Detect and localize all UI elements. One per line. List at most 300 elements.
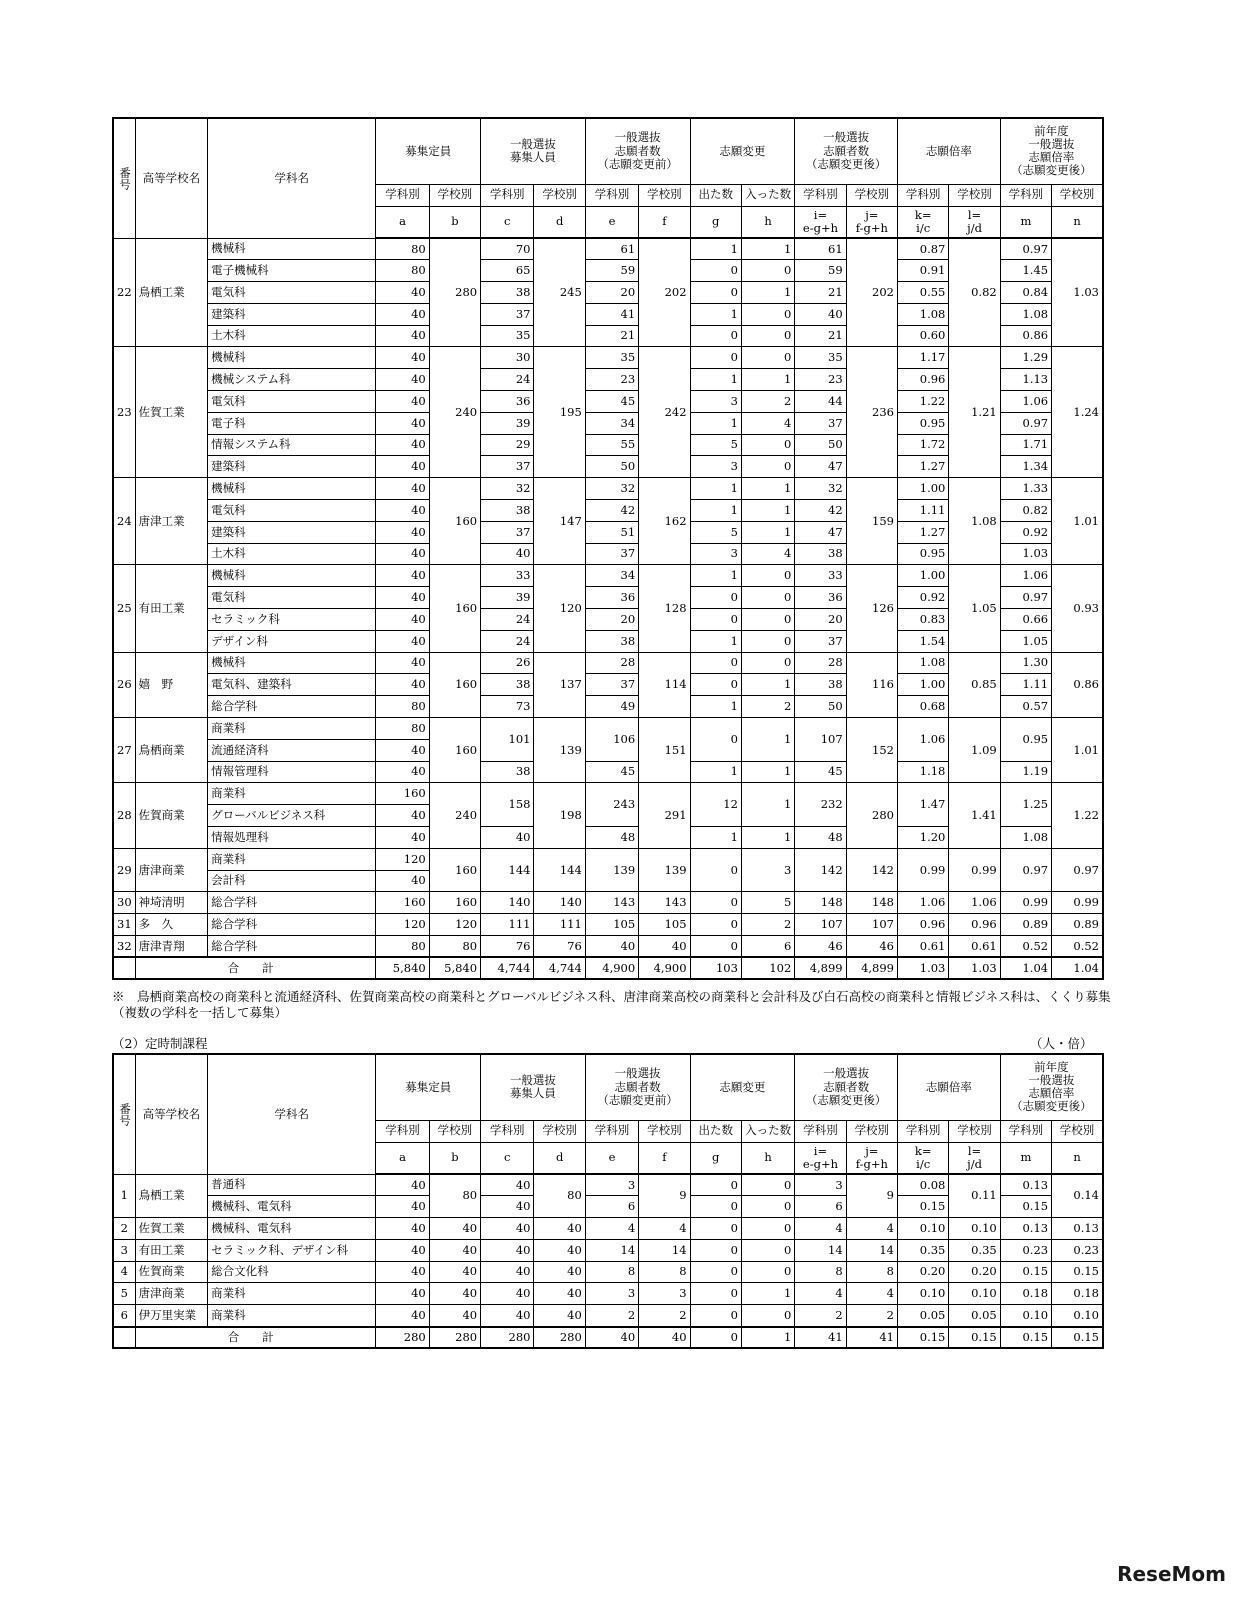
table-cell: 1.47 [898,783,949,827]
subheader-by_school: 学校別 [639,184,690,206]
table-cell: 0.10 [1000,1305,1051,1327]
header-prev_ratio: 前年度 一般選抜 志願倍率 （志願変更後） [1000,1054,1103,1120]
table-cell: 0 [741,587,794,609]
table-cell: 0 [690,325,741,347]
table-cell: 0 [741,1218,794,1240]
formula-label: b [429,206,480,238]
table-cell: 5 [690,521,741,543]
table-cell: 48 [795,827,846,849]
table-cell: 0.97 [1000,238,1051,260]
table-cell: 40 [585,1327,638,1349]
table-cell: 0 [690,674,741,696]
table-cell: 14 [639,1239,690,1261]
school-name: 有田工業 [135,1239,208,1261]
table-cell: 4,744 [481,957,534,979]
table-cell: 0 [690,1174,741,1196]
table-cell: 3 [795,1174,846,1196]
table-cell: 50 [795,696,846,718]
table-cell: 40 [376,456,429,478]
table-cell: 47 [795,521,846,543]
table-cell: 38 [481,500,534,522]
table-row [113,1174,1103,1196]
dept-name: 総合文化科 [208,1261,376,1283]
table-cell: 0.57 [1000,696,1051,718]
table-cell: 0.10 [949,1283,1000,1305]
table-row [113,1218,1103,1240]
table-cell: 29 [481,434,534,456]
table-cell: 0 [741,630,794,652]
table-cell: 1.24 [1052,347,1103,478]
header-no: 番号 [113,118,135,238]
table-cell: 76 [481,936,534,958]
dept-name: 総合学科 [208,914,376,936]
table-cell: 0.15 [898,1327,949,1349]
table-cell: 116 [846,652,897,717]
table-cell: 9 [639,1174,690,1218]
subheader-in: 入った数 [741,1120,794,1142]
table-cell: 0.97 [1000,587,1051,609]
table-cell: 40 [481,1174,534,1196]
table-cell: 41 [846,1327,897,1349]
table-cell: 4 [795,1283,846,1305]
table-cell: 51 [585,521,638,543]
school-no: 1 [113,1174,135,1218]
table-row [113,848,1103,870]
table-cell: 1 [690,303,741,325]
footnote: ※ 鳥栖商業高校の商業科と流通経済科、佐賀商業高校の商業科とグローバルビジネス科、唐津商業高校の商業科と会計科及び白石高校の商業科と情報ビジネス科は、くくり募集（複数の学科を一括して募集） [112,989,1111,1020]
table-cell: 1.13 [1000,369,1051,391]
subheader-by_dept: 学科別 [898,184,949,206]
table-cell: 1.06 [898,718,949,762]
school-no: 30 [113,892,135,914]
header-general_quota: 一般選抜 募集人員 [481,118,586,184]
table-cell: 4 [795,1218,846,1240]
table-cell: 202 [846,238,897,347]
table-row [113,1261,1103,1283]
table-cell: 0.13 [1052,1218,1103,1240]
table-cell: 32 [795,478,846,500]
table-cell: 21 [795,282,846,304]
table-cell: 1 [741,761,794,783]
table-cell: 1.22 [898,391,949,413]
table-cell: 37 [795,630,846,652]
table-cell: 1.25 [1000,783,1051,827]
dept-name: 普通科 [208,1174,376,1196]
header-school: 高等学校名 [135,118,208,238]
table-cell: 1.30 [1000,652,1051,674]
subheader-by_dept: 学科別 [585,1120,638,1142]
formula-label: n [1052,1142,1103,1174]
table-cell: 28 [585,652,638,674]
school-no: 2 [113,1218,135,1240]
table-cell: 3 [585,1283,638,1305]
table-cell: 105 [639,914,690,936]
table-cell: 38 [795,543,846,565]
table-cell: 1.17 [898,347,949,369]
table-cell: 80 [376,718,429,740]
table-cell: 0.86 [1000,325,1051,347]
table-cell: 40 [429,1305,480,1327]
dept-name: 情報管理科 [208,761,376,783]
table-cell: 40 [376,805,429,827]
table-cell: 158 [481,783,534,827]
formula-label: m [1000,206,1051,238]
table-cell: 1.27 [898,456,949,478]
table-cell: 38 [795,674,846,696]
table-cell: 6 [795,1196,846,1218]
header-ratio: 志願倍率 [898,1054,1001,1120]
table-cell: 120 [376,848,429,870]
formula-label: j= f-g+h [846,206,897,238]
table-cell: 0.92 [1000,521,1051,543]
table-cell: 6 [741,936,794,958]
table-cell: 1 [741,369,794,391]
table-cell: 1 [690,761,741,783]
table-cell: 2 [795,1305,846,1327]
school-name: 唐津商業 [135,1283,208,1305]
table-cell: 120 [534,565,585,652]
table-cell: 1.00 [898,478,949,500]
table-cell: 34 [585,565,638,587]
table-cell: 1.08 [1000,303,1051,325]
table-cell: 0.05 [898,1305,949,1327]
table-cell: 0.18 [1000,1283,1051,1305]
table-cell: 0.86 [1052,652,1103,717]
school-name: 有田工業 [135,565,208,652]
table-cell: 0.96 [949,914,1000,936]
table-cell: 1 [690,412,741,434]
table-cell: 20 [795,609,846,631]
header-dept: 学科名 [208,118,376,238]
table-cell: 1.06 [1000,391,1051,413]
table-cell: 0 [741,260,794,282]
table-cell: 37 [585,543,638,565]
table-cell: 40 [481,543,534,565]
table-cell: 0 [690,1305,741,1327]
table-cell: 40 [795,303,846,325]
resemom-logo: ReseMom [1117,1562,1226,1586]
table-cell: 1.03 [949,957,1000,979]
table-cell: 162 [639,478,690,565]
table-cell: 40 [376,587,429,609]
header-general_quota: 一般選抜 募集人員 [481,1054,586,1120]
formula-label: f [639,1142,690,1174]
table-cell: 1 [741,500,794,522]
table-cell: 0 [741,1174,794,1196]
dept-name: 商業科 [208,718,376,740]
table-cell: 0 [741,1196,794,1218]
formula-label: c [481,1142,534,1174]
table-cell: 160 [429,478,480,565]
table-cell: 40 [376,1261,429,1283]
table-cell: 1.00 [898,565,949,587]
table-cell: 40 [534,1261,585,1283]
table-cell: 0.82 [1000,500,1051,522]
table-cell: 73 [481,696,534,718]
table-cell: 1 [741,238,794,260]
table-cell: 0.14 [1052,1174,1103,1218]
dept-name: 商業科 [208,848,376,870]
header-change: 志願変更 [690,1054,795,1120]
table-cell: 0.10 [1052,1305,1103,1327]
unit-label: （人・倍） [1030,1036,1093,1051]
table-cell: 1.05 [1000,630,1051,652]
table-row [113,718,1103,740]
table-cell: 9 [846,1174,897,1218]
dept-name: 情報処理科 [208,827,376,849]
table-cell: 3 [690,391,741,413]
dept-name: 土木科 [208,325,376,347]
table-cell: 1.45 [1000,260,1051,282]
header-row [113,118,1103,184]
table-cell: 4,899 [846,957,897,979]
table-cell: 14 [585,1239,638,1261]
table-cell: 236 [846,347,897,478]
table-cell: 143 [585,892,638,914]
table-cell: 50 [585,456,638,478]
table-cell: 280 [846,783,897,848]
table-cell: 0 [741,303,794,325]
formula-label: g [690,1142,741,1174]
table-cell: 24 [481,369,534,391]
table-cell: 0 [690,718,741,762]
school-name: 唐津商業 [135,848,208,892]
table-cell: 40 [376,282,429,304]
table-cell: 1 [741,521,794,543]
dept-name: セラミック科 [208,609,376,631]
table-cell: 40 [376,412,429,434]
table-cell: 40 [376,1305,429,1327]
header-applicants_before: 一般選抜 志願者数 （志願変更前） [585,118,690,184]
formula-label: j= f-g+h [846,1142,897,1174]
table-cell: 37 [585,674,638,696]
table-cell: 40 [639,936,690,958]
formula-label: h [741,1142,794,1174]
formula-label: k= i/c [898,1142,949,1174]
dept-name: 建築科 [208,456,376,478]
table-cell: 148 [795,892,846,914]
table-cell: 40 [639,1327,690,1349]
table-cell: 42 [585,500,638,522]
formula-label: m [1000,1142,1051,1174]
table-cell: 280 [429,238,480,347]
table-row [113,892,1103,914]
table-cell: 0.61 [949,936,1000,958]
table-cell: 40 [429,1239,480,1261]
table-cell: 1.03 [898,957,949,979]
table-cell: 0 [741,609,794,631]
subheader-out: 出た数 [690,184,741,206]
fulltime-table [112,117,1104,980]
subheader-by_school: 学校別 [846,1120,897,1142]
table-cell: 37 [795,412,846,434]
table-cell: 0 [741,325,794,347]
table-cell: 36 [585,587,638,609]
table-cell: 40 [481,1305,534,1327]
subheader-by_dept: 学科別 [481,1120,534,1142]
table-cell: 40 [376,1283,429,1305]
dept-name: 電子科 [208,412,376,434]
table-cell: 0.15 [898,1196,949,1218]
table-cell: 140 [534,892,585,914]
table-cell: 40 [376,1174,429,1196]
table-cell: 160 [429,652,480,717]
table-row [113,565,1103,587]
table-cell: 32 [585,478,638,500]
formula-label: d [534,1142,585,1174]
table-cell: 35 [481,325,534,347]
school-no: 26 [113,652,135,717]
total-label: 合 計 [135,957,376,979]
table-cell: 40 [376,369,429,391]
table-cell: 2 [741,914,794,936]
table-cell: 114 [639,652,690,717]
formula-label: d [534,206,585,238]
table-cell: 40 [534,1283,585,1305]
table-cell: 4 [846,1283,897,1305]
table-cell: 120 [376,914,429,936]
table-cell: 139 [585,848,638,892]
table-cell: 1.09 [949,718,1000,783]
table-row [113,1239,1103,1261]
table-cell: 0.84 [1000,282,1051,304]
table-cell: 35 [585,347,638,369]
table-cell: 0.91 [898,260,949,282]
table-cell: 240 [429,347,480,478]
table-cell: 0 [690,282,741,304]
table-cell: 160 [429,892,480,914]
header-capacity: 募集定員 [376,1054,481,1120]
table-cell: 0 [690,848,741,892]
subheader-by_dept: 学科別 [585,184,638,206]
table-cell: 40 [376,1218,429,1240]
table-cell: 152 [846,718,897,783]
table-cell: 40 [376,609,429,631]
school-name: 多 久 [135,914,208,936]
table-cell: 4 [741,412,794,434]
table-cell: 102 [741,957,794,979]
table-cell: 1.01 [1052,718,1103,783]
parttime-caption: （2）定時制課程 [112,1036,208,1051]
table-row [113,1305,1103,1327]
table-cell: 4,900 [585,957,638,979]
school-no: 22 [113,238,135,347]
table-cell: 23 [795,369,846,391]
header-ratio: 志願倍率 [898,118,1001,184]
dept-name: 機械科、電気科 [208,1218,376,1240]
table-cell: 2 [741,391,794,413]
formula-label: l= j/d [949,206,1000,238]
dept-name: 機械システム科 [208,369,376,391]
table-cell: 3 [639,1283,690,1305]
dept-name: 会計科 [208,870,376,892]
table-cell: 39 [481,412,534,434]
table-cell: 40 [376,870,429,892]
school-no: 25 [113,565,135,652]
table-cell: 0 [741,347,794,369]
table-cell: 20 [585,609,638,631]
formula-label: a [376,1142,429,1174]
table-cell: 40 [376,630,429,652]
table-cell: 0 [690,914,741,936]
table-cell: 4,899 [795,957,846,979]
table-cell: 40 [429,1218,480,1240]
formula-label: g [690,206,741,238]
formula-label: f [639,206,690,238]
dept-name: グローバルビジネス科 [208,805,376,827]
table-cell: 37 [481,303,534,325]
table-cell: 0.10 [898,1218,949,1240]
table-row [113,957,1103,979]
table-cell: 40 [376,478,429,500]
table-cell: 1.06 [898,892,949,914]
table-cell: 38 [481,761,534,783]
table-cell: 80 [376,696,429,718]
table-cell: 40 [429,1261,480,1283]
subheader-in: 入った数 [741,184,794,206]
table-cell: 1.21 [949,347,1000,478]
table-cell: 1 [741,674,794,696]
header-applicants_before: 一般選抜 志願者数 （志願変更前） [585,1054,690,1120]
subheader-by_dept: 学科別 [898,1120,949,1142]
table-cell: 40 [376,565,429,587]
table-cell: 80 [534,1174,585,1218]
table-cell: 0.97 [1052,848,1103,892]
table-cell: 0.15 [949,1327,1000,1349]
table-cell: 0.99 [949,848,1000,892]
table-cell: 0.18 [1052,1283,1103,1305]
table-cell: 40 [376,739,429,761]
table-cell: 1 [741,783,794,827]
table-cell: 23 [585,369,638,391]
table-cell: 139 [534,718,585,783]
table-cell: 126 [846,565,897,652]
table-cell: 5,840 [429,957,480,979]
table-cell: 21 [585,325,638,347]
table-cell: 0.97 [1000,412,1051,434]
table-cell: 45 [795,761,846,783]
table-cell: 1.01 [1052,478,1103,565]
subheader-by_school: 学校別 [949,1120,1000,1142]
table-cell: 40 [481,1239,534,1261]
table-cell: 142 [795,848,846,892]
table-cell: 4,744 [534,957,585,979]
table-cell: 0.15 [1000,1327,1051,1349]
table-cell: 0 [741,434,794,456]
table-row [113,936,1103,958]
table-cell: 0.95 [898,412,949,434]
table-cell: 1.29 [1000,347,1051,369]
table-cell: 4 [585,1218,638,1240]
table-cell: 1.06 [949,892,1000,914]
table-cell: 0.11 [949,1174,1000,1218]
table-cell: 291 [639,783,690,848]
table-cell: 144 [481,848,534,892]
table-cell: 36 [481,391,534,413]
table-cell: 0.83 [898,609,949,631]
table-cell: 46 [795,936,846,958]
table-cell: 0 [690,609,741,631]
table-cell: 160 [376,892,429,914]
table-cell: 0.52 [1052,936,1103,958]
table-cell: 38 [585,630,638,652]
table-cell: 40 [376,325,429,347]
table-cell: 0.60 [898,325,949,347]
table-cell: 40 [585,936,638,958]
table-cell: 1.19 [1000,761,1051,783]
table-cell: 107 [795,914,846,936]
subheader-by_dept: 学科別 [376,1120,429,1142]
